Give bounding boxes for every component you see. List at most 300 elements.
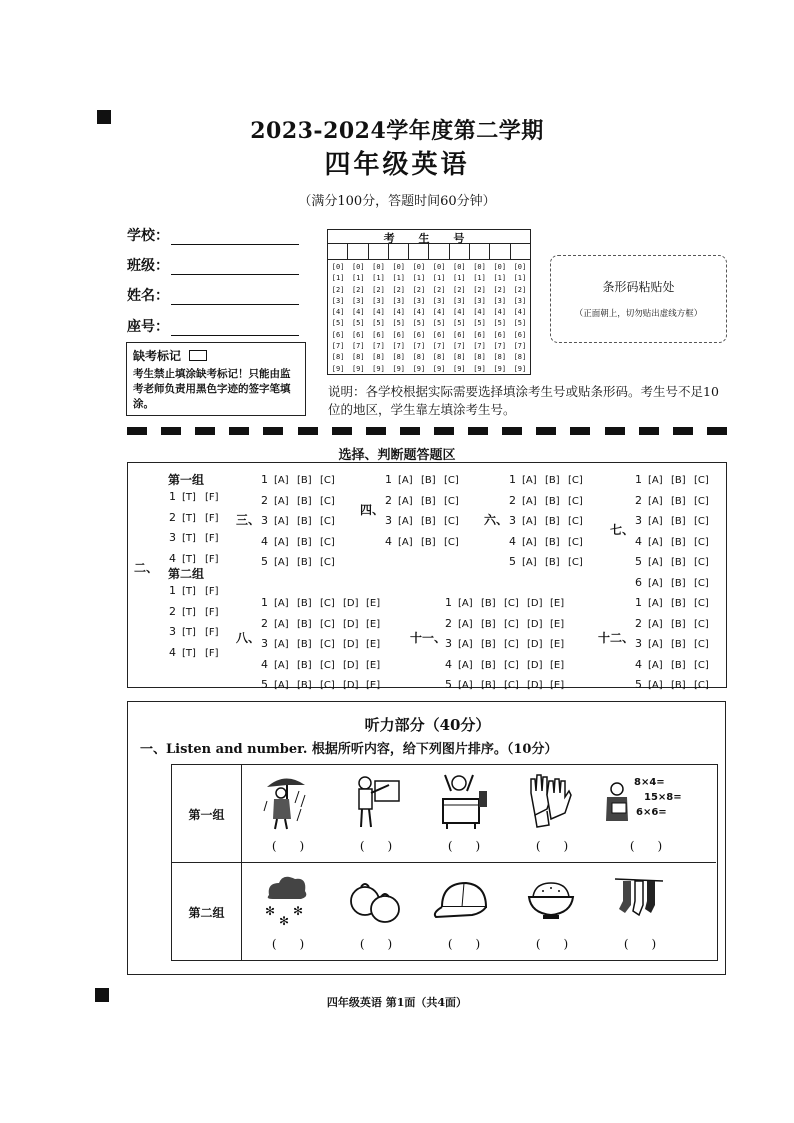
section-2-group-2 [166,581,228,663]
answer-option[interactable]: [C] [320,516,335,527]
answer-option[interactable]: [C] [320,659,335,671]
answer-option[interactable]: [A] [274,598,289,609]
id-bubble[interactable]: [9] [331,364,345,373]
id-bubble[interactable]: [1] [392,274,406,283]
answer-option[interactable]: [F] [205,627,219,638]
answer-option[interactable]: [A] [458,659,473,671]
id-bubble[interactable]: [4] [412,308,426,317]
answer-option[interactable]: [C] [320,536,335,548]
id-bubble[interactable]: [1] [452,274,466,283]
answer-option[interactable]: [B] [671,639,686,650]
answer-option[interactable]: [E] [366,680,381,691]
answer-option[interactable]: [B] [671,659,686,671]
answer-option[interactable]: [B] [297,618,312,630]
answer-option[interactable]: [A] [648,680,663,691]
answer-option[interactable]: [B] [297,536,312,548]
answer-option[interactable]: [A] [522,557,537,568]
answer-option[interactable]: [A] [274,536,289,548]
answer-option[interactable]: [A] [648,516,663,527]
answer-option[interactable]: [T] [182,492,196,503]
answer-option[interactable]: [A] [648,475,663,486]
answer-option[interactable]: [C] [444,475,459,486]
id-bubble[interactable]: [3] [331,296,345,305]
answer-option[interactable]: [B] [545,495,560,507]
answer-option[interactable]: [B] [671,475,686,486]
rain-umbrella-icon [261,771,313,833]
answer-option[interactable]: [A] [458,639,473,650]
answer-option[interactable]: [T] [182,533,196,544]
id-bubble[interactable]: [3] [432,296,446,305]
id-bubble[interactable]: [0] [372,263,385,271]
answer-option[interactable]: [B] [671,495,686,507]
answer-row [166,528,228,549]
blank-2-4[interactable]: ( ) [535,937,569,951]
id-bubble[interactable]: [0] [493,263,507,271]
blank-2-2[interactable]: ( ) [359,937,393,951]
answer-option[interactable]: [C] [568,536,583,548]
id-bubble[interactable]: [9] [351,364,365,373]
student-id-write-row[interactable] [328,244,530,260]
answer-option[interactable]: [C] [320,495,335,507]
id-bubble[interactable]: [8] [392,353,406,362]
answer-option[interactable]: [E] [366,659,381,671]
answer-option[interactable]: [B] [297,598,312,609]
answer-option[interactable]: [C] [504,598,519,609]
id-bubble[interactable]: [4] [372,308,385,317]
answer-option[interactable]: [B] [421,495,436,507]
svg-text:✻: ✻ [265,904,276,918]
answer-option[interactable]: [B] [671,516,686,527]
answer-option[interactable]: [B] [297,475,312,486]
id-bubble[interactable]: [4] [392,308,406,317]
id-bubble[interactable]: [5] [372,319,385,328]
id-bubble[interactable]: [9] [493,364,507,373]
id-bubble[interactable]: [2] [392,285,406,294]
blank-1-1[interactable]: ( ) [271,839,305,853]
id-bubble[interactable]: [4] [452,308,466,317]
answer-row [382,511,467,532]
answer-option[interactable]: [C] [504,639,519,650]
id-bubble[interactable]: [4] [473,308,486,317]
seat-field[interactable] [127,316,299,336]
id-bubble[interactable]: [3] [473,296,486,305]
answer-option[interactable]: [A] [398,495,413,507]
school-field[interactable] [127,225,299,245]
blank-1-3[interactable]: ( ) [447,839,481,853]
id-bubble[interactable]: [7] [412,342,426,351]
id-column [368,262,388,375]
blank-2-5[interactable]: ( ) [623,937,657,951]
answer-row [258,552,343,573]
student-id-bubbles[interactable] [328,260,530,375]
id-bubble[interactable]: [9] [412,364,426,373]
answer-row [382,532,467,553]
answer-option[interactable]: [E] [550,618,565,630]
id-bubble[interactable]: [5] [513,319,527,328]
id-bubble[interactable]: [5] [432,319,446,328]
id-bubble[interactable]: [8] [432,353,446,362]
id-bubble[interactable]: [6] [351,330,365,339]
answer-option[interactable]: [C] [504,659,519,671]
answer-option[interactable]: [B] [671,557,686,568]
absent-checkbox[interactable] [189,350,207,361]
id-bubble[interactable]: [2] [493,285,507,294]
class-field[interactable] [127,255,299,275]
id-bubble[interactable]: [9] [432,364,446,373]
id-bubble[interactable]: [6] [432,330,446,339]
answer-option[interactable]: [C] [320,618,335,630]
id-bubble[interactable]: [9] [392,364,406,373]
id-bubble[interactable]: [5] [473,319,486,328]
teacher-pointing-icon [349,771,401,833]
answer-option[interactable]: [A] [648,639,663,650]
answer-option[interactable]: [C] [320,598,335,609]
id-bubble[interactable]: [5] [452,319,466,328]
answer-option[interactable]: [D] [527,598,543,609]
class-blank[interactable] [171,261,299,275]
answer-row [258,491,343,512]
id-bubble[interactable]: [2] [412,285,426,294]
id-bubble[interactable]: [6] [392,330,406,339]
answer-option[interactable]: [A] [274,516,289,527]
answer-option[interactable]: [D] [527,680,543,691]
id-bubble[interactable]: [4] [493,308,507,317]
id-bubble[interactable]: [3] [412,296,426,305]
answer-option[interactable]: [B] [545,536,560,548]
id-bubble[interactable]: [9] [372,364,385,373]
answer-option[interactable]: [E] [366,639,381,650]
answer-option[interactable]: [B] [421,536,436,548]
question-number: 2 [509,493,516,507]
answer-option[interactable]: [B] [481,639,496,650]
answer-option[interactable]: [B] [545,516,560,527]
answer-row [506,511,591,532]
answer-option[interactable]: [B] [481,680,496,691]
answer-option[interactable]: [D] [527,659,543,671]
answer-option[interactable]: [E] [550,659,565,671]
answer-option[interactable]: [F] [205,647,219,659]
id-bubble[interactable]: [7] [372,342,385,351]
answer-option[interactable]: [C] [320,680,335,691]
answer-option[interactable]: [A] [274,475,289,486]
id-bubble[interactable]: [5] [331,319,345,328]
answer-option[interactable]: [B] [421,516,436,527]
id-bubble[interactable]: [6] [493,330,507,339]
answer-option[interactable]: [T] [182,647,196,659]
answer-option[interactable]: [A] [648,495,663,507]
answer-option[interactable]: [B] [671,536,686,548]
id-bubble[interactable]: [2] [473,285,486,294]
answer-option[interactable]: [A] [398,475,413,486]
answer-option[interactable]: [A] [648,659,663,671]
id-bubble[interactable]: [3] [493,296,507,305]
answer-option[interactable]: [B] [481,659,496,671]
id-bubble[interactable]: [9] [452,364,466,373]
id-bubble[interactable]: [9] [513,364,527,373]
id-bubble[interactable]: [2] [452,285,466,294]
blank-2-1[interactable]: ( ) [271,937,305,951]
answer-option[interactable]: [C] [694,475,709,486]
answer-option[interactable]: [A] [274,495,289,507]
answer-option[interactable]: [C] [444,536,459,548]
id-bubble[interactable]: [5] [392,319,406,328]
id-bubble[interactable]: [3] [513,296,527,305]
answer-option[interactable]: [C] [568,516,583,527]
answer-option[interactable]: [A] [522,495,537,507]
answer-option[interactable]: [A] [522,475,537,486]
answer-option[interactable]: [T] [182,606,196,618]
id-bubble[interactable]: [4] [513,308,527,317]
id-bubble[interactable]: [0] [452,263,466,271]
id-bubble[interactable]: [2] [432,285,446,294]
id-bubble[interactable]: [6] [452,330,466,339]
id-bubble[interactable]: [7] [513,342,527,351]
id-bubble[interactable]: [2] [331,285,345,294]
answer-option[interactable]: [C] [444,495,459,507]
answer-option[interactable]: [C] [694,516,709,527]
question-number: 2 [261,493,268,507]
teacher-math-icon [602,771,632,833]
id-bubble[interactable]: [1] [412,274,426,283]
id-bubble[interactable]: [6] [331,330,345,339]
id-bubble[interactable]: [7] [452,342,466,351]
student-id-header: 考 生 号 [328,230,530,244]
answer-option[interactable]: [A] [648,536,663,548]
answer-option[interactable]: [A] [458,598,473,609]
id-bubble[interactable]: [8] [473,353,486,362]
answer-option[interactable]: [A] [458,618,473,630]
answer-option[interactable]: [E] [550,680,565,691]
absent-label: 缺考标记 [133,349,182,363]
id-bubble[interactable]: [0] [473,263,486,271]
id-bubble[interactable]: [2] [372,285,385,294]
id-bubble[interactable]: [1] [473,274,486,283]
answer-option[interactable]: [C] [694,557,709,568]
id-bubble[interactable]: [3] [452,296,466,305]
answer-option[interactable]: [C] [694,659,709,671]
answer-area [127,462,727,691]
id-bubble[interactable]: [7] [493,342,507,351]
answer-option[interactable]: [C] [320,557,335,568]
id-bubble[interactable]: [1] [493,274,507,283]
id-bubble[interactable]: [1] [432,274,446,283]
id-bubble[interactable]: [6] [473,330,486,339]
blank-1-2[interactable]: ( ) [359,839,393,853]
answer-option[interactable]: [B] [671,680,686,691]
answer-option[interactable]: [C] [694,598,709,609]
name-field[interactable] [127,285,299,305]
name-blank[interactable] [171,291,299,305]
section-label: 八、 [236,631,261,645]
id-bubble[interactable]: [4] [351,308,365,317]
answer-option[interactable]: [D] [343,618,359,630]
id-bubble[interactable]: [6] [412,330,426,339]
id-bubble[interactable]: [8] [331,353,345,362]
answer-option[interactable]: [A] [522,536,537,548]
id-bubble[interactable]: [8] [412,353,426,362]
answer-option[interactable]: [B] [297,557,312,568]
answer-option[interactable]: [C] [694,536,709,548]
answer-option[interactable]: [A] [458,680,473,691]
answer-option[interactable]: [A] [648,618,663,630]
blank-1-4[interactable]: ( ) [535,839,569,853]
picture-socks [596,863,684,961]
id-bubble[interactable]: [5] [493,319,507,328]
answer-row [258,634,389,655]
id-bubble[interactable]: [0] [392,263,406,271]
answer-option[interactable]: [B] [297,495,312,507]
id-bubble[interactable]: [7] [351,342,365,351]
answer-option[interactable]: [B] [671,577,686,589]
id-bubble[interactable]: [3] [351,296,365,305]
barcode-note: （正面朝上，切勿贴出虚线方框） [574,309,703,319]
id-bubble[interactable]: [0] [351,263,365,271]
id-bubble[interactable]: [5] [412,319,426,328]
answer-option[interactable]: [B] [545,557,560,568]
id-bubble[interactable]: [3] [392,296,406,305]
answer-option[interactable]: [D] [527,618,543,630]
answer-option[interactable]: [C] [504,618,519,630]
answer-option[interactable]: [D] [343,639,359,650]
answer-option[interactable]: [A] [274,618,289,630]
answer-option[interactable]: [B] [297,639,312,650]
id-bubble[interactable]: [7] [473,342,486,351]
id-bubble[interactable]: [5] [351,319,365,328]
id-bubble[interactable]: [6] [513,330,527,339]
answer-option[interactable]: [T] [182,553,196,565]
answer-option[interactable]: [A] [398,536,413,548]
id-bubble[interactable]: [8] [351,353,365,362]
question-number: 1 [169,584,176,597]
answer-option[interactable]: [C] [320,475,335,486]
id-bubble[interactable]: [0] [432,263,446,271]
answer-option[interactable]: [A] [648,557,663,568]
math-line-1: 8×4= [634,777,665,788]
blank-2-3[interactable]: ( ) [447,937,481,951]
answer-option[interactable]: [A] [274,680,289,691]
answer-option[interactable]: [B] [297,516,312,527]
answer-option[interactable]: [C] [694,618,709,630]
id-column [469,262,489,375]
answer-option[interactable]: [A] [398,516,413,527]
answer-option[interactable]: [F] [205,492,219,503]
id-bubble[interactable]: [1] [351,274,365,283]
answer-option[interactable]: [A] [274,639,289,650]
answer-option[interactable]: [C] [694,577,709,589]
id-bubble[interactable]: [1] [513,274,527,283]
id-bubble[interactable]: [3] [372,296,385,305]
answer-option[interactable]: [F] [205,606,219,618]
id-bubble[interactable]: [4] [331,308,345,317]
answer-option[interactable]: [B] [671,618,686,630]
id-bubble[interactable]: [7] [432,342,446,351]
answer-option[interactable]: [E] [366,598,381,609]
answer-option[interactable]: [F] [205,512,219,524]
student-id-grid [327,229,531,375]
answer-option[interactable]: [C] [568,475,583,486]
answer-option[interactable]: [B] [297,659,312,671]
answer-option[interactable]: [A] [648,577,663,589]
id-bubble[interactable]: [7] [392,342,406,351]
answer-option[interactable]: [A] [648,598,663,609]
id-bubble[interactable]: [1] [372,274,385,283]
id-bubble[interactable]: [2] [351,285,365,294]
id-bubble[interactable]: [7] [331,342,345,351]
answer-option[interactable]: [E] [366,618,381,630]
answer-option[interactable]: [C] [320,639,335,650]
id-bubble[interactable]: [8] [452,353,466,362]
answer-option[interactable]: [C] [694,495,709,507]
question-number: 3 [635,637,642,650]
id-bubble[interactable]: [8] [493,353,507,362]
id-bubble[interactable]: [2] [513,285,527,294]
answer-row [382,491,467,512]
answer-option[interactable]: [A] [274,659,289,671]
id-bubble[interactable]: [8] [513,353,527,362]
listening-section [127,701,726,975]
answer-option[interactable]: [F] [205,553,219,565]
answer-option[interactable]: [C] [694,680,709,691]
answer-option[interactable]: [B] [481,618,496,630]
id-bubble[interactable]: [4] [432,308,446,317]
answer-option[interactable]: [B] [481,598,496,609]
school-blank[interactable] [171,231,299,245]
answer-row [632,655,717,676]
answer-option[interactable]: [E] [550,639,565,650]
listening-title: 听力部分（40分） [364,716,491,734]
answer-option[interactable]: [T] [182,512,196,524]
section-4-answers [382,470,467,552]
id-bubble[interactable]: [0] [331,263,345,271]
answer-option[interactable]: [B] [545,475,560,486]
answer-option[interactable]: [B] [421,475,436,486]
id-bubble[interactable]: [0] [412,263,426,271]
id-bubble[interactable]: [1] [331,274,345,283]
answer-option[interactable]: [D] [527,639,543,650]
id-bubble[interactable]: [9] [473,364,486,373]
id-column [389,262,409,375]
answer-option[interactable]: [F] [205,533,219,544]
answer-option[interactable]: [D] [343,598,359,609]
id-bubble[interactable]: [6] [372,330,385,339]
answer-option[interactable]: [D] [343,659,359,671]
answer-option[interactable]: [T] [182,586,196,597]
seat-blank[interactable] [171,322,299,336]
id-bubble[interactable]: [8] [372,353,385,362]
answer-option[interactable]: [T] [182,627,196,638]
answer-option[interactable]: [A] [522,516,537,527]
answer-option[interactable]: [C] [568,557,583,568]
picture-teacher-math [596,765,716,863]
answer-option[interactable]: [B] [671,598,686,609]
answer-option[interactable]: [C] [504,680,519,691]
answer-option[interactable]: [C] [694,639,709,650]
id-bubble[interactable]: [0] [513,263,527,271]
answer-option[interactable]: [F] [205,586,219,597]
answer-option[interactable]: [C] [444,516,459,527]
answer-option[interactable]: [C] [568,495,583,507]
blank-1-5[interactable]: ( ) [629,839,663,853]
answer-option[interactable]: [B] [297,680,312,691]
section-label: 第二组 [168,567,205,581]
absent-mark-box [126,342,306,416]
answer-option[interactable]: [E] [550,598,565,609]
answer-option[interactable]: [D] [343,680,359,691]
answer-option[interactable]: [A] [274,557,289,568]
answer-row [506,491,591,512]
gloves-icon [525,771,577,833]
question-number: 5 [509,555,516,568]
